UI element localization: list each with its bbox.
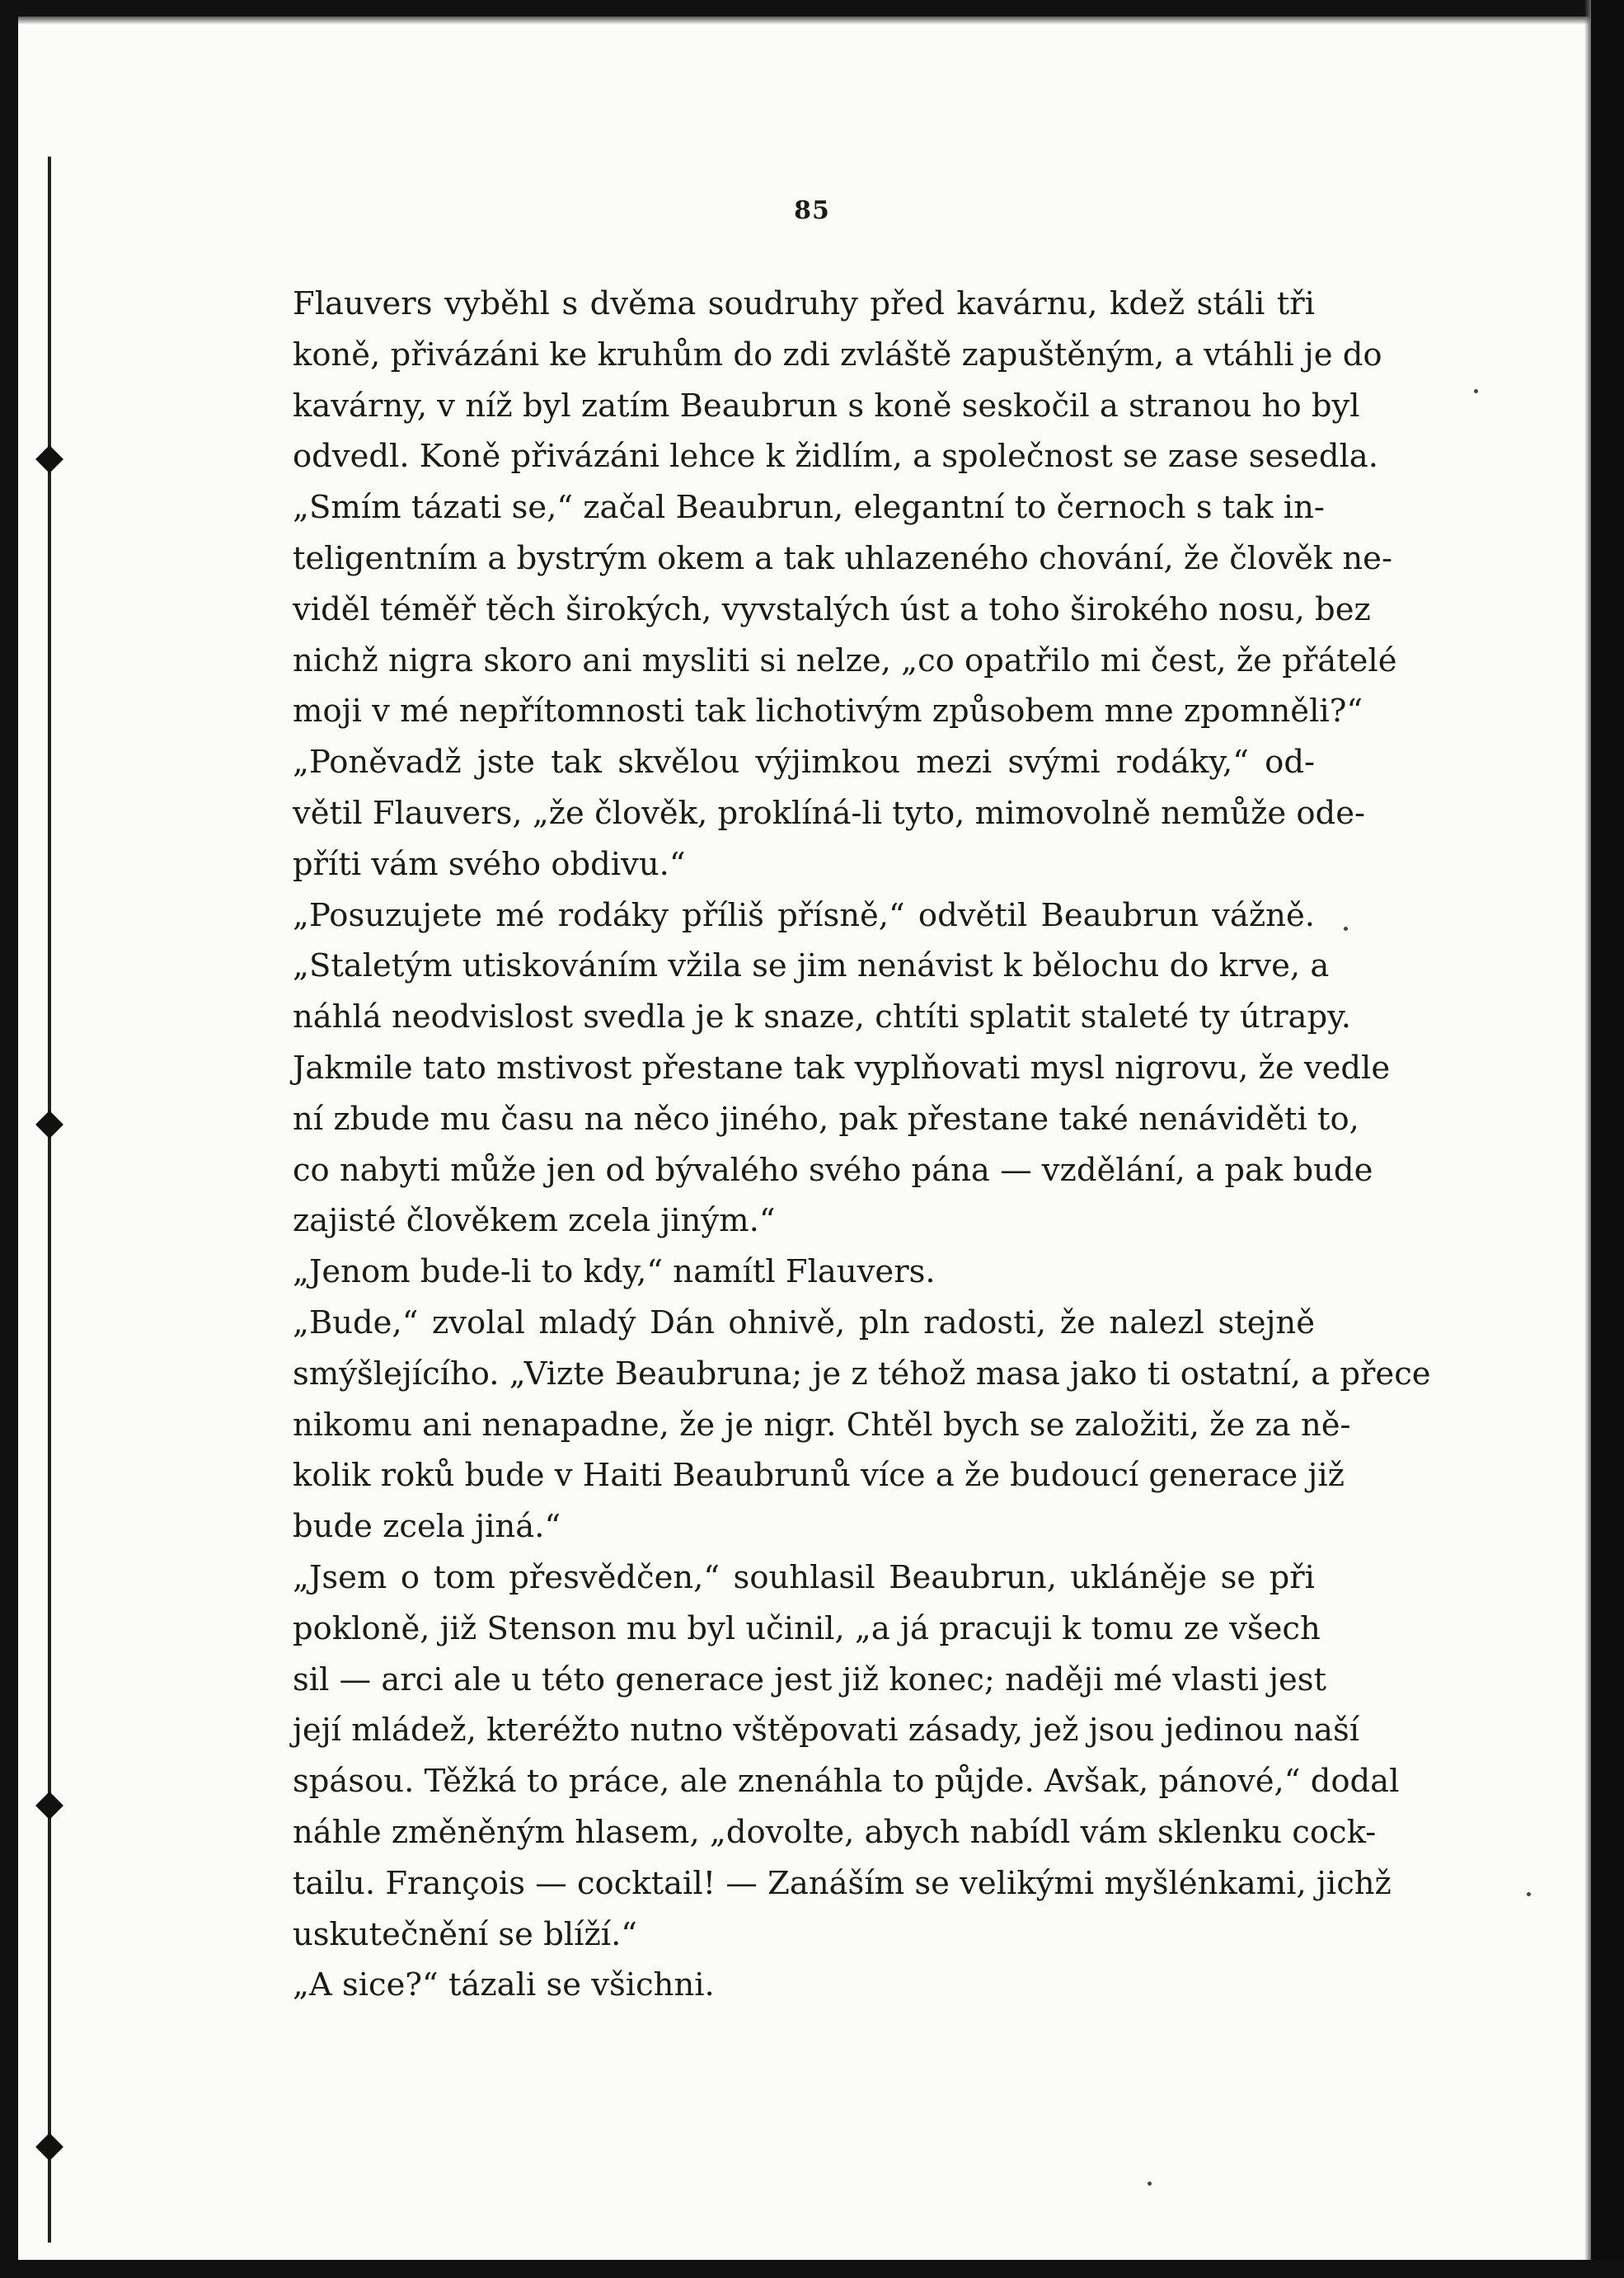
paragraph (293, 1960, 1315, 2011)
binding-marker (35, 1111, 63, 1139)
paragraph (293, 890, 1391, 1247)
scan-border-right-shadow (1584, 0, 1591, 2278)
paragraph (293, 1247, 1315, 1298)
text-line: nichž nigra skoro ani mysliti si nelze, „co opatřilo mi čest, že přátelé (293, 641, 1397, 679)
text-line: Jakmile tato mstivost přestane tak vyplňovati mysl nigrovu, že vedle (293, 1049, 1391, 1087)
text-line: smýšlejícího. „Vizte Beaubruna; je z téhož masa jako ti ostatní, a přece (293, 1355, 1431, 1393)
scan-border-top (0, 0, 1624, 16)
text-line: bude zcela jiná.“ (293, 1508, 561, 1546)
text-line: koně, přivázáni ke kruhům do zdi zvláště zapuštěným, a vtáhli je do (293, 336, 1382, 373)
text-line: „Jsem o tom přesvědčen,“ souhlasil Beaubrun, ukláněje se při (293, 1558, 1315, 1596)
text-line: „Posuzujete mé rodáky příliš přísně,“ odvětil Beaubrun vážně. (293, 896, 1315, 934)
text-line: „Jenom bude-li to kdy,“ namítl Flauvers. (293, 1253, 936, 1291)
scan-border-right (1591, 0, 1624, 2278)
page-number: 85 (794, 196, 830, 225)
dust-speck (1148, 2182, 1152, 2186)
text-line: příti vám svého obdivu.“ (293, 845, 686, 883)
text-line: uskutečnění se blíží.“ (293, 1915, 637, 1953)
text-line: teligentním a bystrým okem a tak uhlazeného chování, že člověk ne- (293, 539, 1392, 577)
text-line: odvedl. Koně přivázáni lehce k židlím, a společnost se zase sesedla. (293, 438, 1378, 476)
text-line: kavárny, v níž byl zatím Beaubrun s koně seskočil a stranou ho byl (293, 387, 1360, 425)
body-text (293, 279, 1431, 2011)
dust-speck (1344, 927, 1348, 931)
text-line: náhlá neodvislost svedla je k snaze, chtíti splatit staleté ty útrapy. (293, 998, 1351, 1036)
scan-border-bottom (0, 2260, 1624, 2278)
scan-border-left (0, 0, 18, 2278)
text-line: moji v mé nepřítomnosti tak lichotivým způsobem mne zpomněli?“ (293, 693, 1364, 730)
text-line: „A sice?“ tázali se všichni. (293, 1966, 715, 2004)
paragraph (293, 737, 1365, 890)
text-line: pokloně, již Stenson mu byl učinil, „a já pracuji k tomu ze všech (293, 1609, 1321, 1647)
text-line: „Bude,“ zvolal mladý Dán ohnivě, pln radosti, že nalezl stejně (293, 1303, 1315, 1341)
binding-marker (35, 1792, 63, 1820)
text-line: ní zbude mu času na něco jiného, pak přestane také nenáviděti to, (293, 1100, 1359, 1138)
text-line: co nabyti může jen od bývalého svého pána — vzdělání, a pak bude (293, 1151, 1373, 1189)
text-line: spásou. Těžká to práce, ale znenáhla to půjde. Avšak, pánové,“ dodal (293, 1763, 1400, 1801)
paragraph (293, 1552, 1400, 1960)
text-line: zajisté člověkem zcela jiným.“ (293, 1202, 776, 1240)
text-line: „Staletým utiskováním vžila se jim nenávist k bělochu do krve, a (293, 947, 1330, 985)
text-line: viděl téměř těch širokých, vyvstalých úst a toho širokého nosu, bez (293, 590, 1371, 628)
text-line: kolik roků bude v Haiti Beaubrunů více a že budoucí generace již (293, 1457, 1345, 1495)
text-line: tailu. François — cocktail! — Zanáším se velikými myšlénkami, jichž (293, 1864, 1392, 1902)
text-line: její mládež, kteréžto nutno vštěpovati zásady, jež jsou jedinou naší (293, 1712, 1360, 1750)
paragraph (293, 279, 1382, 482)
binding-marker (35, 445, 63, 473)
text-line: nikomu ani nenapadne, že je nigr. Chtěl bych se založiti, že za ně- (293, 1406, 1351, 1444)
text-line: větil Flauvers, „že člověk, proklíná-li tyto, mimovolně nemůže ode- (293, 794, 1365, 832)
dust-speck (1474, 389, 1478, 393)
text-line: sil — arci ale u této generace jest již konec; naději mé vlasti jest (293, 1660, 1327, 1698)
text-line: „Smím tázati se,“ začal Beaubrun, elegantní to černoch s tak in- (293, 489, 1325, 527)
text-line: náhle změněným hlasem, „dovolte, abych nabídl vám sklenku cock- (293, 1813, 1377, 1851)
paragraph (293, 482, 1397, 737)
text-line: „Poněvadž jste tak skvělou výjimkou mezi svými rodáky,“ od- (293, 744, 1315, 782)
dust-speck (1527, 1892, 1531, 1896)
paragraph (293, 1298, 1431, 1552)
binding-marker (35, 2133, 63, 2161)
text-line: Flauvers vyběhl s dvěma soudruhy před kavárnu, kdež stáli tři (293, 285, 1315, 322)
scan-border-top-shadow (0, 16, 1624, 25)
